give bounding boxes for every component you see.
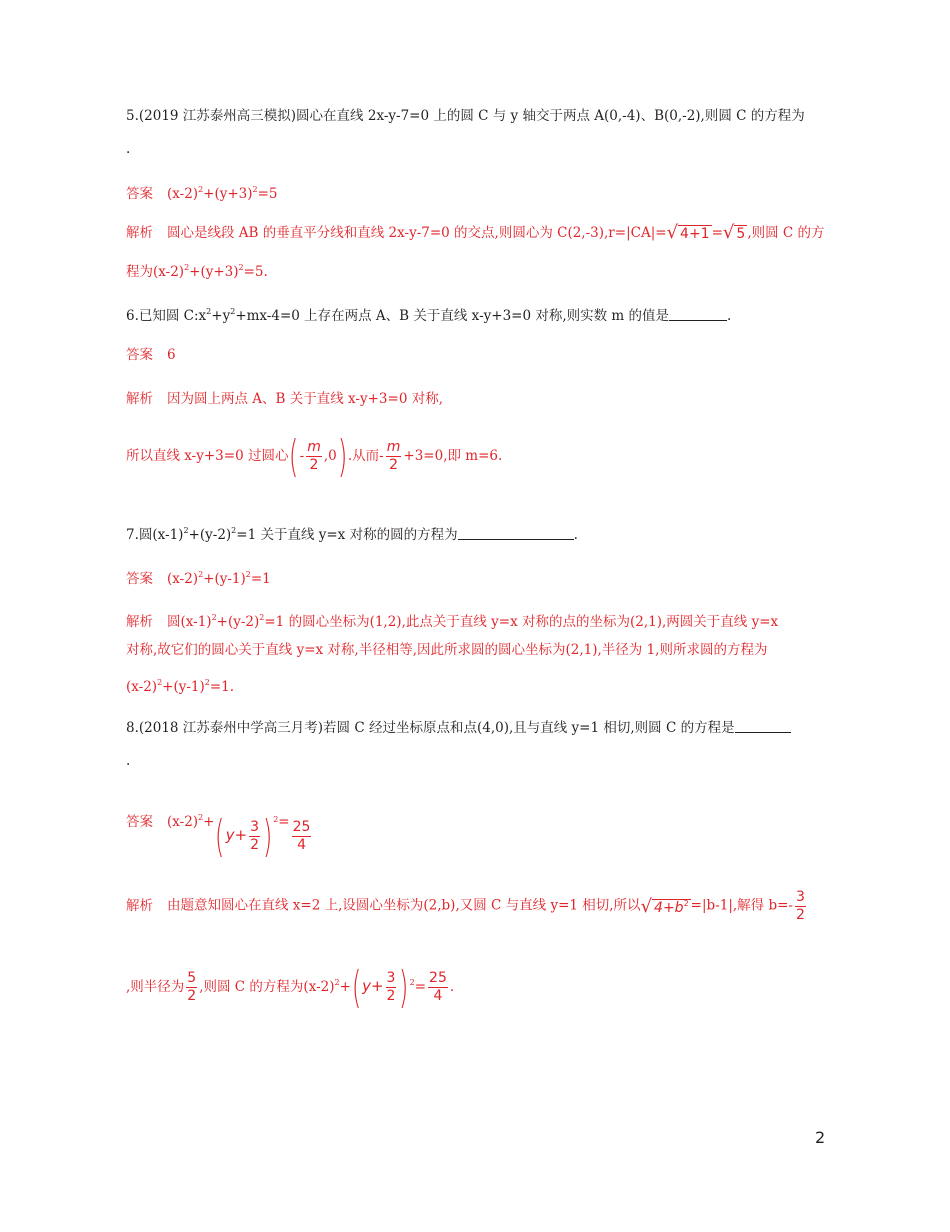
right-paren: ) [399, 961, 409, 1013]
variable-y: y [362, 977, 371, 995]
fraction-numerator: 25 [429, 970, 447, 986]
q5-question-tail [126, 139, 130, 159]
equals-sign: = [711, 225, 723, 241]
sqrt-expression: √ $4+b^2$ [640, 896, 689, 917]
answer-label: 答案 [126, 347, 153, 363]
superscript: 2 [204, 678, 210, 687]
fraction-denominator: 4 [433, 988, 443, 1004]
q8-answer-part: + [203, 814, 215, 830]
variable-y: y [225, 826, 235, 844]
q5-explanation-text: ,则圆 C 的方 [747, 225, 825, 241]
q8-question-text: 8.(2018 江苏泰州中学高三月考)若圆 C 经过坐标原点和点(4,0),且与直线 y=1 相切,则圆 C 的方程是 [126, 720, 735, 736]
q7-answer-part: +(y-1) [203, 571, 246, 587]
superscript: 2 [183, 526, 189, 535]
answer-blank[interactable] [458, 526, 574, 540]
sqrt-expression: √ 4+1 [666, 222, 710, 243]
q8-answer [126, 796, 313, 862]
q7-answer-part: =1 [250, 571, 271, 587]
superscript: 2 [259, 613, 265, 622]
q6-explanation-text: .从而- [347, 448, 384, 464]
q6-explanation-line1 [126, 389, 443, 409]
plus-sign: + [339, 979, 351, 995]
sqrt-body: 4+1 [680, 226, 710, 242]
answer-blank[interactable] [669, 307, 727, 321]
q7-question-tail: . [573, 527, 578, 543]
q8-question-tail [126, 751, 130, 771]
fraction [428, 970, 448, 1005]
q8-explanation-text: ,则圆 C 的方程为(x-2) [199, 979, 335, 995]
fraction [795, 889, 806, 924]
superscript: 2 [409, 978, 415, 987]
q7-explanation-line1 [126, 608, 778, 632]
q6-question-part: +y [211, 308, 231, 324]
q7-explanation-part: +(y-1) [162, 679, 205, 695]
fraction [249, 819, 260, 854]
q5-explanation-text: 圆心是线段 AB 的垂直平分线和直线 2x-y-7=0 的交点,则圆心为 C(2,-3),r=|CA|= [167, 225, 667, 241]
right-paren: ) [337, 430, 348, 482]
superscript: 2 [683, 899, 689, 908]
fraction [186, 970, 197, 1005]
superscript: 2 [231, 526, 237, 535]
q8-explanation-text: 由题意知圆心在直线 x=2 上,设圆心坐标为(2,b),又圆 C 与直线 y=1 相切,所以 [167, 897, 641, 914]
q5-explanation-part: =5. [243, 264, 268, 280]
superscript: 2 [198, 185, 204, 194]
fraction-numerator: m [307, 439, 321, 455]
q6-explanation-text: +3=0,即 m=6. [403, 448, 503, 464]
right-paren: ) [262, 810, 273, 862]
q8-explanation-text: ,则半径为 [126, 979, 185, 995]
explanation-label: 解析 [126, 614, 153, 630]
q7-explanation-line2 [126, 640, 767, 660]
superscript: 2 [198, 813, 204, 822]
q8-explanation-text: . [449, 979, 455, 995]
q7-explanation-line3 [126, 673, 234, 697]
q5-explanation-line2 [126, 258, 268, 282]
q7-question-part: +(y-2) [188, 527, 232, 543]
q6-question-tail: . [727, 308, 732, 324]
superscript: 2 [273, 815, 279, 824]
q7-explanation-part: +(y-2) [216, 614, 260, 630]
superscript: 2 [245, 570, 251, 579]
fraction-denominator: 2 [309, 457, 319, 473]
fraction-denominator: 2 [795, 906, 805, 923]
q6-answer [126, 345, 176, 365]
fraction-denominator: 2 [386, 988, 396, 1004]
superscript: 2 [157, 678, 163, 687]
fraction-numerator: 5 [187, 970, 197, 986]
answer-label: 答案 [126, 186, 153, 202]
equals-sign: = [278, 814, 290, 830]
q5-question-tail-text: . [126, 141, 131, 157]
q6-explanation-text: 所以直线 x-y+3=0 过圆心 [126, 448, 289, 464]
answer-label: 答案 [126, 571, 153, 587]
answer-blank[interactable] [735, 719, 791, 733]
fraction-numerator: 3 [250, 819, 260, 835]
q5-explanation-part: 程为(x-2) [126, 264, 185, 280]
q6-explanation-line2 [126, 430, 503, 482]
fraction-denominator: 2 [250, 837, 260, 853]
q8-explanation-line1 [126, 882, 808, 930]
fraction [386, 439, 402, 474]
fraction-numerator: 25 [292, 819, 311, 835]
superscript: 2 [230, 307, 236, 316]
q6-answer-value: 6 [167, 347, 176, 363]
q7-explanation-text: 对称,故它们的圆心关于直线 y=x 对称,半径相等,因此所求圆的圆心坐标为(2,1),半径为 1,则所求圆的方程为 [126, 642, 768, 658]
fraction [306, 439, 322, 474]
q5-explanation-line1 [126, 223, 825, 244]
q5-answer [126, 180, 278, 204]
fraction-numerator: m [386, 439, 401, 455]
q8-explanation-line2 [126, 961, 455, 1013]
q5-explanation-part: +(y+3) [189, 264, 239, 280]
q6-coordinate: ,0 [323, 448, 337, 464]
sqrt-body [652, 899, 691, 916]
superscript: 2 [198, 570, 204, 579]
superscript: 2 [252, 185, 258, 194]
superscript: 2 [184, 263, 190, 272]
answer-label: 答案 [126, 814, 153, 830]
q8-explanation-text: =|b-1|,解得 b=- [690, 897, 793, 914]
q6-explanation-text: 因为圆上两点 A、B 关于直线 x-y+3=0 对称, [167, 391, 443, 407]
fraction-denominator: 4 [297, 837, 306, 853]
sqrt-expression: √ 5 [722, 222, 746, 243]
superscript: 2 [211, 613, 217, 622]
q8-answer-part: (x-2) [167, 814, 199, 830]
q5-question-text: 5.(2019 江苏泰州高三模拟)圆心在直线 2x-y-7=0 上的圆 C 与 y 轴交于两点 A(0,-4)、B(0,-2),则圆 C 的方程为 [126, 108, 805, 124]
q6-question-part: +mx-4=0 上存在两点 A、B 关于直线 x-y+3=0 对称,则实数 m 的值是 [235, 308, 670, 324]
explanation-label: 解析 [126, 897, 153, 914]
left-paren: ( [351, 961, 362, 1013]
left-paren: ( [289, 430, 299, 482]
fraction-numerator: 3 [386, 970, 396, 986]
explanation-label: 解析 [126, 225, 153, 241]
plus-sign: + [234, 826, 248, 844]
minus-sign: - [299, 448, 305, 464]
plus-sign: + [370, 977, 384, 995]
q7-question-part: 7.圆(x-1) [126, 527, 184, 543]
explanation-label: 解析 [126, 391, 153, 407]
equals-sign: = [414, 979, 427, 995]
q5-answer-part: =5 [257, 186, 278, 202]
q8-question [126, 718, 791, 738]
q7-explanation-part: =1 的圆心坐标为(1,2),此点关于直线 y=x 对称的点的坐标为(2,1),两圆关于直线 y=x [264, 614, 779, 630]
q5-answer-part: (x-2) [167, 186, 199, 202]
q5-question [126, 106, 805, 126]
q7-explanation-part: =1. [209, 679, 235, 695]
left-paren: ( [215, 810, 225, 862]
fraction [292, 819, 312, 854]
superscript: 2 [206, 307, 212, 316]
q7-question-part: =1 关于直线 y=x 对称的圆的方程为 [236, 527, 458, 543]
q6-question-part: 6.已知圆 C:x [126, 308, 207, 324]
q7-explanation-part: 圆(x-1) [167, 614, 212, 630]
q8-question-tail-text: . [126, 753, 131, 769]
q5-answer-part: +(y+3) [203, 186, 253, 202]
sqrt-body: 5 [736, 226, 746, 242]
superscript: 2 [238, 263, 244, 272]
q7-answer-part: (x-2) [167, 571, 199, 587]
sqrt-content: 4+b [654, 900, 684, 916]
fraction-denominator: 2 [389, 457, 399, 473]
page-number: 2 [815, 1128, 826, 1147]
q7-question [126, 521, 578, 545]
superscript: 2 [334, 978, 340, 987]
fraction-numerator: 3 [795, 888, 805, 905]
q7-explanation-part: (x-2) [126, 679, 158, 695]
fraction [386, 970, 397, 1005]
q6-question [126, 302, 731, 326]
q7-answer [126, 565, 271, 589]
fraction-denominator: 2 [187, 988, 197, 1004]
